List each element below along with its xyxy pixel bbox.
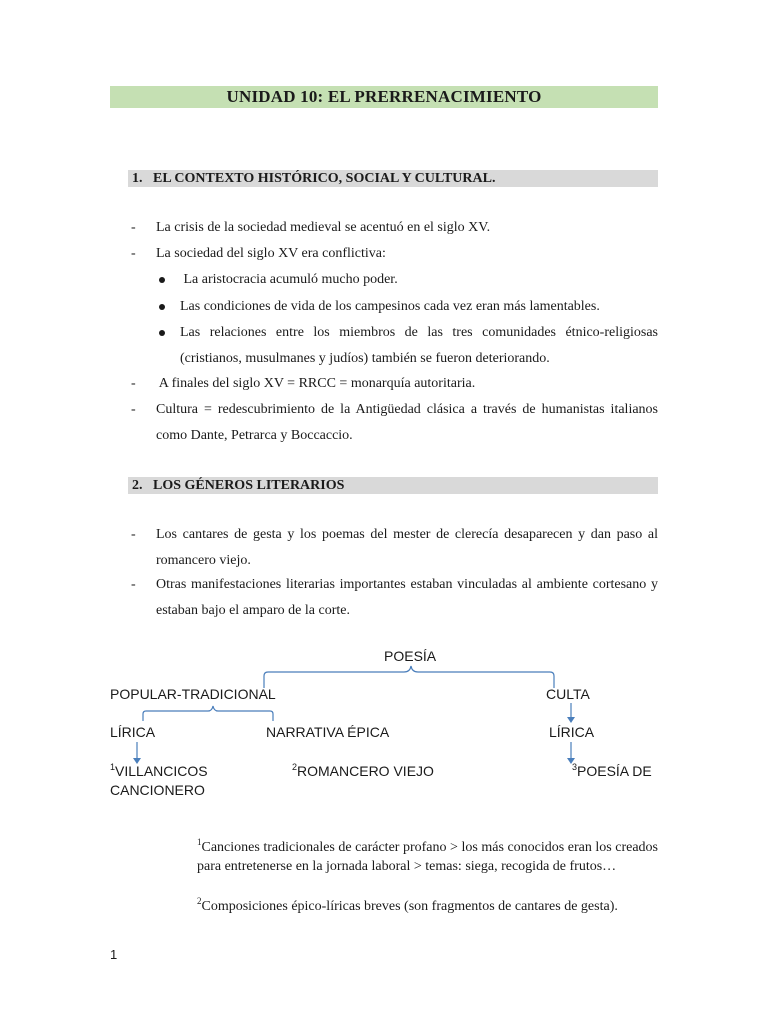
list-item: Otras manifestaciones literarias importantes estaban vinculadas al ambiente cortesano y estaban bajo el amparo de la corte. <box>156 577 658 618</box>
page-number: 1 <box>110 947 118 962</box>
footnote-2: $^2$Composiciones épico-líricas breves (son fragmentos de cantares de gesta). <box>197 896 618 914</box>
footnote-1: $^1$Canciones tradicionales de carácter profano > los más conocidos eran los creados para entretenerse en la jornada laboral > temas: siega, recogida de frutos… <box>197 837 658 874</box>
bullet-item: Las condiciones de vida de los campesinos cada vez eran más lamentables. <box>180 299 600 314</box>
bullet-item: La aristocracia acumuló mucho poder. <box>180 272 398 287</box>
bullet-item: Las relaciones entre los miembros de las tres comunidades étnico-religiosas (cristianos, musulmanes y judíos) también se fueron deteriorando. <box>180 325 658 366</box>
diagram-cancionero: CANCIONERO <box>110 782 205 798</box>
dash-marker: - <box>131 577 136 592</box>
list-item: La crisis de la sociedad medieval se acentuó en el siglo XV. <box>156 220 491 235</box>
diagram-root: POESÍA <box>384 648 437 664</box>
page-title: UNIDAD 10: EL PRERRENACIMIENTO <box>226 87 542 106</box>
list-item: Cultura = redescubrimiento de la Antigüedad clásica a través de humanistas italianos como Dante, Petrarca y Boccaccio. <box>156 402 658 443</box>
diagram-popular: POPULAR-TRADICIONAL <box>110 686 276 702</box>
dash-marker: - <box>131 246 136 261</box>
list-item: A finales del siglo XV = RRCC = monarquía autoritaria. <box>156 376 476 391</box>
list-item: La sociedad del siglo XV era conflictiva: <box>156 246 386 261</box>
diagram-poesia-de: $^3$POESÍA DE <box>572 762 652 779</box>
diagram-lirica-right: LÍRICA <box>549 724 595 740</box>
section-2-heading: 2. LOS GÉNEROS LITERARIOS <box>132 478 345 493</box>
dash-marker: - <box>131 402 136 417</box>
diagram-lirica-left: LÍRICA <box>110 724 156 740</box>
list-item: Los cantares de gesta y los poemas del mester de clerecía desaparecen y dan paso al romancero viejo. <box>156 527 658 568</box>
dash-marker: - <box>131 527 136 542</box>
diagram-culta: CULTA <box>546 686 590 702</box>
section-1-heading: 1. EL CONTEXTO HISTÓRICO, SOCIAL Y CULTURAL. <box>132 171 496 186</box>
diagram-romancero: $^2$ROMANCERO VIEJO <box>292 762 434 779</box>
diagram-narrativa: NARRATIVA ÉPICA <box>266 724 390 740</box>
brace-poesia <box>264 666 554 688</box>
diagram-villancicos: $^1$VILLANCICOS <box>110 762 208 779</box>
brace-popular <box>143 706 273 721</box>
dash-marker: - <box>131 376 136 391</box>
dash-marker: - <box>131 220 136 235</box>
